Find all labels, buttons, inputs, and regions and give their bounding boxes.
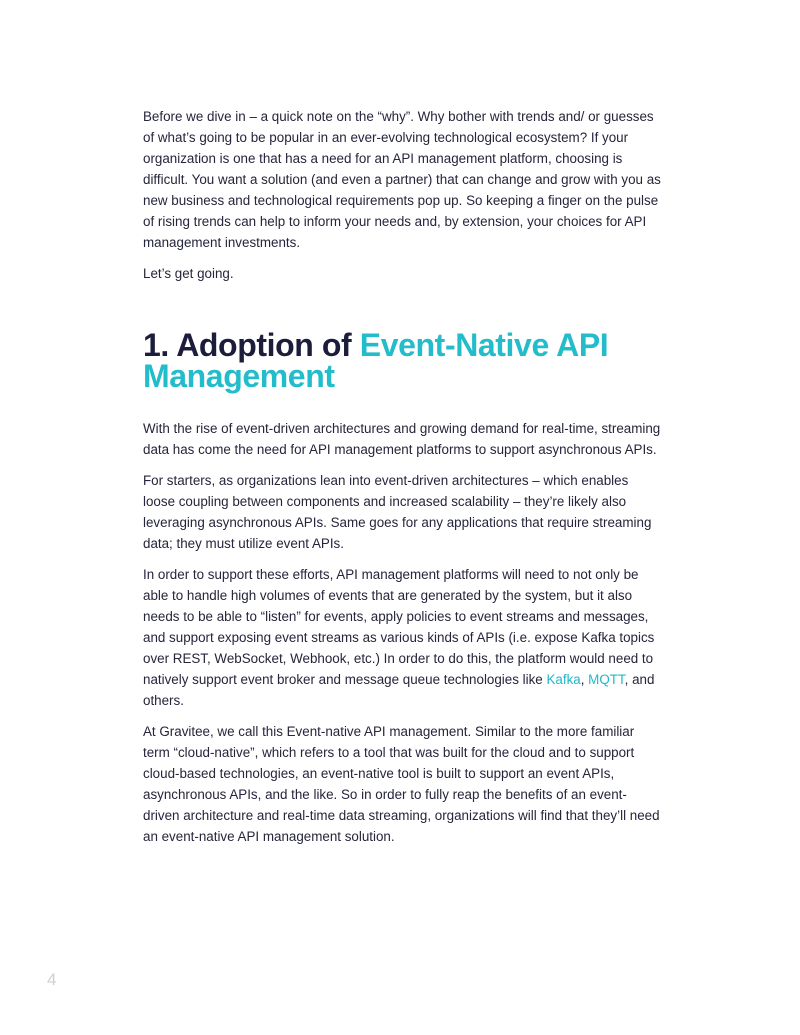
page-content: [143, 106, 663, 857]
section-title-plain: Adoption of: [176, 327, 352, 363]
mqtt-link[interactable]: MQTT: [588, 672, 625, 687]
page-number: 4: [47, 970, 57, 989]
section-title: [143, 327, 663, 394]
section-paragraph-1: With the rise of event-driven architectures and growing demand for real-time, streaming data has come the need for API management platforms to support asynchronous APIs.: [143, 421, 661, 457]
section-title-accent: Event-Native API Management: [143, 327, 609, 394]
section-paragraph-4: At Gravitee, we call this Event-native API management. Similar to the more familiar term “cloud-native”, which refers to a tool that was built for the cloud and to support cloud-based technologies, an event-native tool is built to support an event APIs, asynchronous APIs, and the like. So in order to fully reap the benefits of an event-driven architecture and real-time data streaming, organizations will find that they’ll need an event-native API management solution.: [143, 724, 660, 844]
paragraph-3-text: In order to support these efforts, API management platforms will need to not only be able to handle high volumes of events that are generated by the system, but it also needs to be able to “listen” for events, apply policies to event streams and messages, and support exposing event streams as various kinds of APIs (i.e. expose Kafka topics over REST, WebSocket, Webhook, etc.) In order to do this, the platform would need to natively support event broker and message queue technologies like: [143, 567, 655, 687]
intro-paragraph: Before we dive in – a quick note on the “why”. Why bother with trends and/ or guesses of what’s going to be popular in an ever-evolving technological ecosystem? If your organization is one that has a need for an API management platform, choosing is difficult. You want a solution (and even a partner) that can change and grow with you as new business and technological requirements pop up. So keeping a finger on the pulse of rising trends can help to inform your needs and, by extension, your choices for API management investments.: [143, 109, 661, 250]
link-separator: ,: [580, 672, 589, 687]
paragraph-3-tail: , and others.: [143, 672, 655, 708]
section-paragraph-2: For starters, as organizations lean into event-driven architectures – which enables loose coupling between components and increased scalability – they’re likely also leveraging asynchronous APIs. Same goes for any applications that require streaming data; they must utilize event APIs.: [143, 473, 652, 551]
section-paragraph-3: [143, 564, 663, 711]
kafka-link[interactable]: Kafka: [546, 672, 581, 687]
intro-lets-go: Let’s get going.: [143, 266, 234, 281]
section-number: 1.: [143, 327, 169, 363]
